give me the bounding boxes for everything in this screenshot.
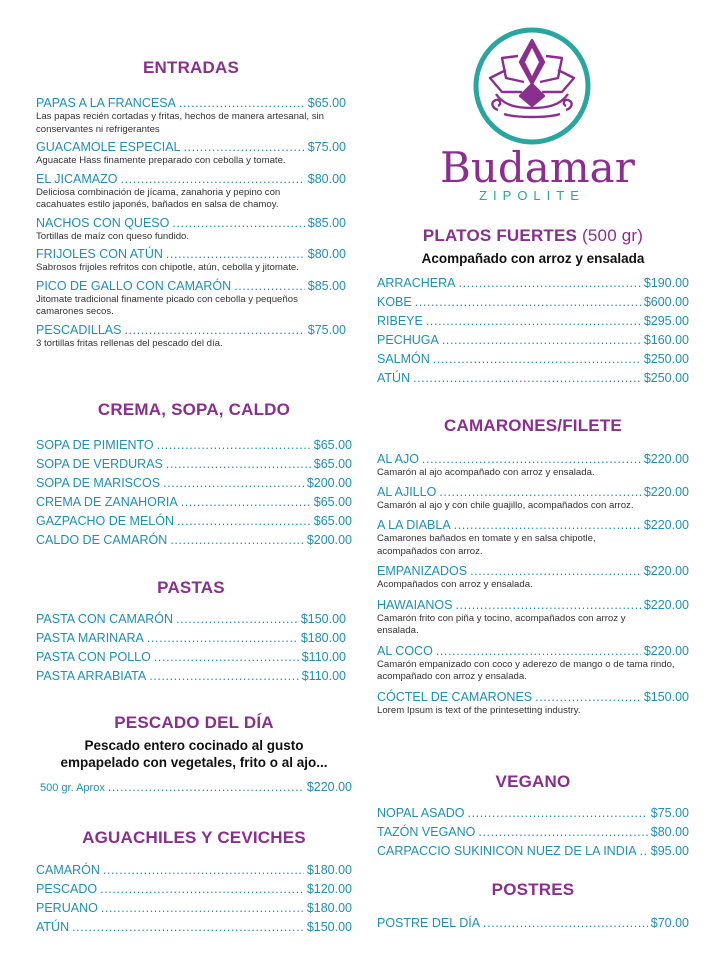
menu-list: [36, 438, 352, 548]
section-title: VEGANO: [495, 772, 571, 791]
dot-leader: [147, 631, 298, 646]
item-price: $220.00: [643, 643, 689, 658]
section-subtitle: Acompañado con arroz y ensalada: [421, 251, 645, 266]
menu-item[interactable]: [36, 476, 352, 491]
item-price: $180.00: [306, 863, 352, 877]
dot-leader: [100, 882, 304, 897]
lotus-icon: [440, 26, 624, 146]
item-name: ATÚN: [377, 371, 411, 385]
menu-item[interactable]: [36, 669, 346, 684]
section-subtitle: empapelado con vegetales, frito o al ajo...: [60, 755, 328, 770]
dot-leader: [184, 140, 305, 155]
dot-leader: [426, 314, 641, 329]
item-name: FRIJOLES CON ATÚN: [36, 247, 163, 261]
item-price: $75.00: [307, 140, 346, 154]
item-name: NACHOS CON QUESO: [36, 215, 170, 230]
section-postres: [377, 880, 689, 931]
menu-item[interactable]: [36, 216, 346, 244]
menu-item[interactable]: [36, 495, 352, 510]
dot-leader: [154, 650, 299, 665]
menu-list: [377, 916, 689, 931]
item-price: $150.00: [306, 920, 352, 934]
section-pescado: [36, 713, 352, 796]
section-title: AGUACHILES Y CEVICHES: [82, 828, 306, 847]
section-title: CAMARONES/FILETE: [444, 416, 622, 435]
dot-leader: [149, 669, 299, 684]
item-name: RIBEYE: [377, 314, 423, 328]
item-price: $65.00: [313, 457, 352, 471]
item-price: $250.00: [643, 352, 689, 366]
item-price: $295.00: [643, 314, 689, 328]
item-price: $65.00: [313, 438, 352, 452]
menu-item[interactable]: [36, 457, 352, 472]
dot-leader: [483, 916, 648, 931]
item-price: $220.00: [643, 564, 689, 578]
item-price: $95.00: [650, 844, 689, 858]
dot-leader: [176, 612, 298, 627]
menu-item[interactable]: [36, 96, 346, 136]
dot-leader: [157, 438, 311, 453]
item-name: 500 gr. Aprox: [40, 782, 105, 794]
item-description: Jitomate tradicional finamente picado con cebolla y pequeños camarones secos.: [36, 293, 298, 317]
dot-leader: [478, 825, 647, 840]
menu-item[interactable]: [377, 598, 689, 638]
menu-item[interactable]: [377, 844, 689, 859]
menu-item[interactable]: [36, 650, 346, 665]
dot-leader: [103, 863, 304, 878]
item-name: AL COCO: [377, 643, 433, 658]
item-name: CALDO DE CAMARÓN: [36, 533, 168, 547]
menu-item[interactable]: [36, 323, 346, 351]
menu-item[interactable]: [377, 518, 689, 558]
item-description: Tortillas de maíz con queso fundido.: [36, 230, 190, 242]
item-description: Camarón empanizado con coco y aderezo de mango o de tama rindo, acompañado con arroz y ensalada.: [377, 658, 675, 682]
item-name: CÓCTEL DE CAMARONES: [377, 689, 533, 704]
item-price: $110.00: [301, 669, 346, 683]
section-aguachiles: [36, 828, 352, 935]
item-name: HAWAIANOS: [377, 597, 453, 612]
item-price: $75.00: [650, 806, 689, 820]
dot-leader: [439, 485, 641, 500]
item-name: PESCADO: [36, 882, 98, 896]
item-price: $190.00: [643, 276, 689, 290]
item-name: AL AJO: [377, 452, 419, 466]
menu-item[interactable]: [377, 333, 689, 348]
dot-leader: [124, 323, 304, 338]
section-title: PASTAS: [157, 578, 225, 597]
item-price: $65.00: [313, 514, 352, 528]
menu-item[interactable]: [377, 690, 689, 718]
item-description: Las papas recién cortadas y fritas, hechos de manera artesanal, sin conservantes ni refrigerantes: [36, 111, 324, 135]
menu-list: [36, 863, 352, 935]
menu-item[interactable]: [377, 452, 689, 480]
item-description: Aguacate Hass finamente preparado con cebolla y tomate.: [36, 155, 286, 166]
menu-list: [377, 806, 689, 859]
item-name: SALMÓN: [377, 352, 430, 366]
item-name: SOPA DE PIMIENTO: [36, 438, 154, 452]
dot-leader: [433, 352, 641, 367]
item-price: $85.00: [307, 215, 346, 230]
item-price: $85.00: [307, 278, 346, 293]
item-name: PASTA MARINARA: [36, 631, 144, 645]
section-vegano: [377, 772, 689, 859]
section-title-suffix: (500 gr): [582, 226, 644, 245]
menu-item[interactable]: [377, 825, 689, 840]
section-title-text: PLATOS FUERTES: [422, 226, 578, 245]
section-crema: [36, 400, 352, 548]
item-price: $220.00: [643, 452, 689, 466]
item-price: $65.00: [307, 96, 346, 110]
menu-item[interactable]: [377, 916, 689, 931]
section-camarones: [377, 416, 689, 717]
item-description: 3 tortillas fritas rellenas del pescado del día.: [36, 337, 223, 349]
item-description: Acompañados con arroz y ensalada.: [377, 579, 533, 590]
menu-list: [36, 96, 346, 350]
section-title: [377, 226, 689, 246]
item-price: $80.00: [307, 247, 346, 261]
item-name: PASTA CON CAMARÓN: [36, 612, 174, 626]
menu-item[interactable]: [36, 882, 352, 897]
section-title: ENTRADAS: [142, 58, 240, 77]
dot-leader: [468, 806, 648, 821]
dot-leader: [179, 96, 305, 111]
dot-leader: [455, 598, 640, 613]
section-title: PESCADO DEL DÍA: [114, 713, 274, 732]
item-name: TAZÓN VEGANO: [377, 825, 476, 839]
menu-item[interactable]: [36, 247, 346, 275]
dot-leader: [234, 279, 305, 294]
menu-item[interactable]: [377, 352, 689, 367]
item-price: $80.00: [307, 171, 346, 186]
menu-item[interactable]: [377, 644, 689, 684]
item-name: AL AJILLO: [377, 484, 437, 499]
dot-leader: [422, 452, 641, 467]
menu-item[interactable]: [36, 279, 346, 319]
section-subtitle: Pescado entero cocinado al gusto: [84, 738, 304, 753]
dot-leader: [413, 371, 641, 386]
dot-leader: [181, 495, 311, 510]
item-price: $250.00: [643, 371, 689, 385]
dot-leader: [166, 247, 305, 262]
item-name: CAMARÓN: [36, 863, 100, 877]
menu-item[interactable]: [377, 806, 689, 821]
menu-item[interactable]: [36, 514, 352, 529]
item-name: POSTRE DEL DÍA: [377, 916, 481, 930]
menu-item[interactable]: [36, 901, 352, 916]
item-price: $220.00: [643, 597, 689, 612]
dot-leader: [177, 514, 311, 529]
item-name: CREMA DE ZANAHORIA: [36, 495, 178, 509]
section-title: CREMA, SOPA, CALDO: [97, 400, 291, 419]
item-description: Camarón frito con piña y tocino, acompañados con arroz y ensalada.: [377, 612, 626, 636]
menu-item[interactable]: [36, 612, 346, 627]
section-pastas: [36, 578, 346, 684]
item-price: $75.00: [307, 322, 346, 337]
item-price: $180.00: [306, 901, 352, 915]
item-price: $160.00: [643, 333, 689, 347]
item-name: ARRACHERA: [377, 276, 456, 290]
dot-leader: [436, 644, 641, 659]
menu-list: [36, 612, 346, 684]
item-price: $180.00: [300, 631, 346, 645]
menu-item[interactable]: [36, 172, 346, 212]
item-name: A LA DIABLA: [377, 518, 451, 532]
item-price: $220.00: [643, 518, 689, 532]
section-platos: [377, 226, 689, 386]
item-price: $150.00: [300, 612, 346, 626]
item-description: Lorem Ipsum is text of the printesetting industry.: [377, 704, 581, 716]
item-name: PICO DE GALLO CON CAMARÓN: [36, 278, 232, 293]
brand-logo: [440, 26, 635, 206]
item-description: Sabrosos frijoles refritos con chipotle, atún, cebolla y jitomate.: [36, 262, 299, 273]
menu-item[interactable]: [36, 438, 352, 453]
menu-list: [377, 452, 689, 717]
item-name: CARPACCIO SUKINICON NUEZ DE LA INDIA: [377, 844, 637, 858]
item-price: $80.00: [650, 825, 689, 839]
item-description: Camarón al ajo acompañado con arroz y ensalada.: [377, 467, 595, 478]
item-name: SOPA DE VERDURAS: [36, 457, 163, 471]
menu-item[interactable]: [377, 276, 689, 291]
item-name: GUACAMOLE ESPECIAL: [36, 140, 181, 154]
item-price: $65.00: [313, 495, 352, 509]
menu-list: [377, 276, 689, 386]
brand-subtitle: ZIPOLITE: [479, 188, 585, 203]
dot-leader: [101, 901, 304, 916]
item-name: EMPANIZADOS: [377, 564, 468, 578]
dot-leader: [640, 844, 648, 859]
item-name: PAPAS A LA FRANCESA: [36, 96, 176, 110]
item-price: $120.00: [306, 882, 352, 896]
menu-item[interactable]: [36, 920, 352, 935]
item-description: Camarón al ajo y con chile guajillo, acompañados con arroz.: [377, 499, 634, 511]
item-name: KOBE: [377, 295, 412, 309]
menu-item[interactable]: [377, 485, 689, 513]
item-name: PASTA ARRABIATA: [36, 669, 147, 683]
menu-item[interactable]: [377, 295, 689, 310]
item-description: Deliciosa combinación de jícama, zanahoria y pepino con cacahuates estilo japonés, bañados en salsa de chamoy.: [36, 186, 281, 210]
dot-leader: [121, 172, 305, 187]
item-description: Camarones bañados en tomate y en salsa chipotle, acompañados con arroz.: [377, 533, 596, 557]
dot-leader: [470, 564, 641, 579]
brand-name: Budamar: [440, 143, 635, 192]
item-name: GAZPACHO DE MELÓN: [36, 514, 174, 528]
dot-leader: [459, 276, 641, 291]
dot-leader: [170, 533, 304, 548]
item-name: PESCADILLAS: [36, 322, 122, 337]
item-name: PECHUGA: [377, 333, 439, 347]
dot-leader: [72, 920, 304, 935]
item-price: $220.00: [306, 780, 352, 794]
item-price: $150.00: [643, 689, 689, 704]
item-price: $70.00: [650, 916, 689, 930]
dot-leader: [172, 216, 304, 231]
menu-item[interactable]: [36, 863, 352, 878]
dot-leader: [415, 295, 641, 310]
dot-leader: [535, 690, 641, 705]
item-name: EL JICAMAZO: [36, 171, 118, 186]
menu-item[interactable]: [377, 564, 689, 592]
dot-leader: [166, 457, 311, 472]
dot-leader: [442, 333, 641, 348]
item-name: PERUANO: [36, 901, 98, 915]
item-name: ATÚN: [36, 920, 70, 934]
menu-item[interactable]: [377, 314, 689, 329]
item-price: $220.00: [643, 484, 689, 499]
dot-leader: [108, 780, 304, 795]
item-price: $600.00: [643, 295, 689, 309]
menu-item[interactable]: [40, 780, 352, 796]
menu-item[interactable]: [377, 371, 689, 386]
dot-leader: [163, 476, 304, 491]
item-name: NOPAL ASADO: [377, 806, 465, 820]
item-name: SOPA DE MARISCOS: [36, 476, 161, 490]
menu-item[interactable]: [36, 533, 352, 548]
section-title: POSTRES: [491, 880, 575, 899]
dot-leader: [454, 518, 641, 533]
menu-item[interactable]: [36, 140, 346, 168]
item-price: $200.00: [306, 476, 352, 490]
section-entradas: [36, 58, 346, 350]
item-price: $200.00: [306, 533, 352, 547]
menu-item[interactable]: [36, 631, 346, 646]
item-price: $110.00: [301, 650, 346, 664]
item-name: PASTA CON POLLO: [36, 650, 151, 664]
